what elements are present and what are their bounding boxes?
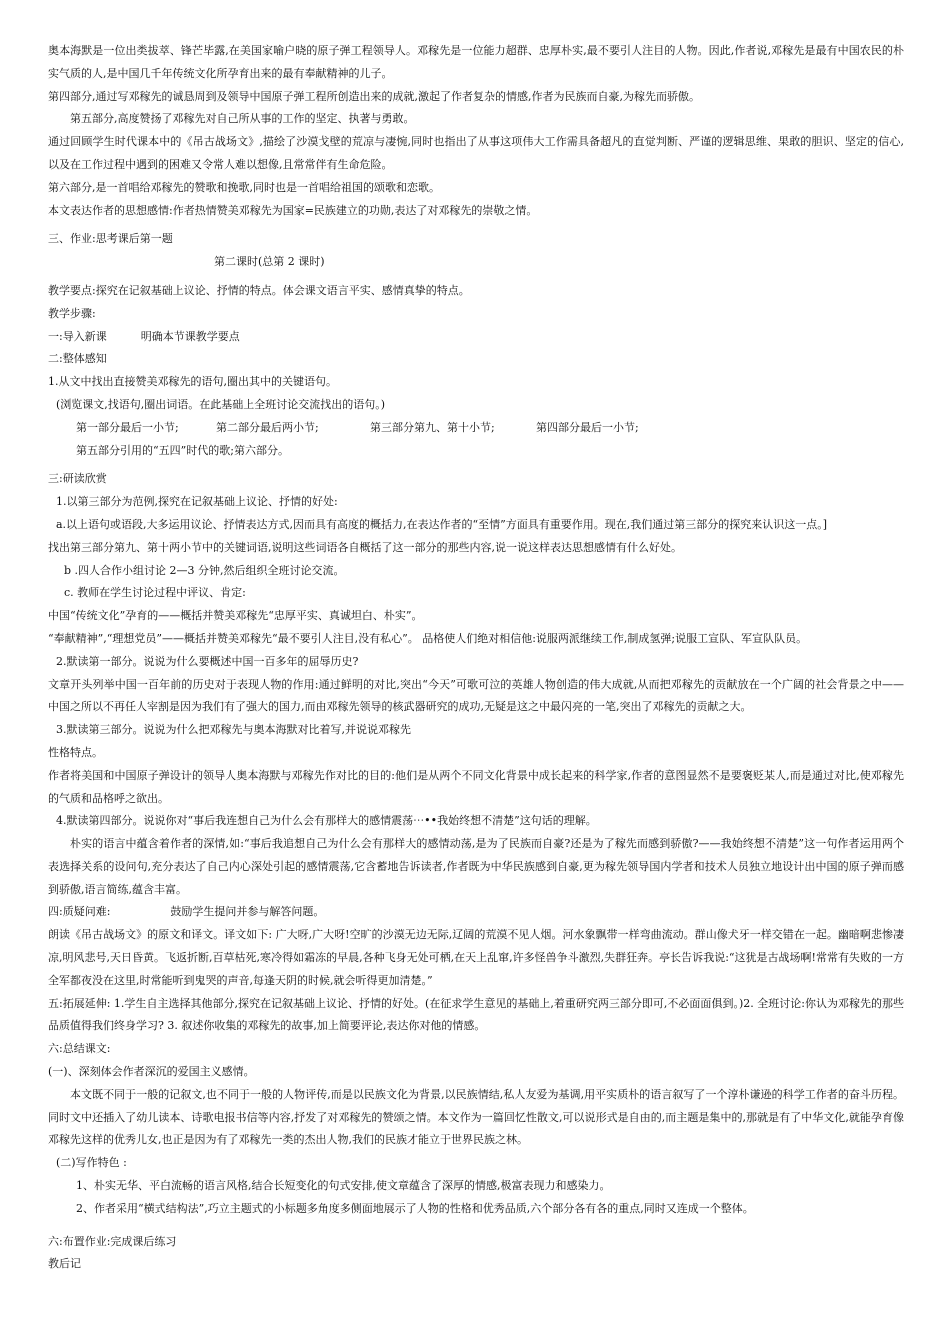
reading-question-1: 1.以第三部分为范例,探究在记叙基础上议论、抒情的好处: — [56, 495, 338, 509]
step-overview-heading: 二:整体感知 — [48, 352, 107, 366]
question-1-instructions: (浏览课文,找语句,圈出词语。在此基础上全班讨论交流找出的语句。) — [56, 397, 386, 411]
step-intro — [48, 326, 904, 349]
teaching-steps-heading: 教学步骤: — [48, 306, 96, 320]
teaching-points: 教学要点:探究在记叙基础上议论、抒情的特点。体会课文语言平实、感情真挚的特点。 — [48, 283, 470, 297]
translation-paragraph: 朗读《吊古战场文》的原文和译文。译文如下: 广大呀,广大呀!空旷的沙漠无边无际,辽阔的荒漠不见人烟。河水象飘带一样弯曲流动。群山像犬牙一样交错在一起。幽暗啊悲惨凄凉,明风悲号,天日昏黄。飞返折断,百草枯死,寒冷得如霜冻的早晨,各种飞身无处可栖,在天上乱窜,许多怪兽争斗激烈,失群狂奔。亭长告诉我说:“这犹是古战场啊!常常有失败的一方全军都夜没在这里,时常能听到鬼哭的声音,每逢天阴的时候,就会听得更加清楚。” — [48, 928, 904, 987]
step-summary-heading: 六:总结课文: — [48, 1042, 111, 1056]
step-questions-desc: 鼓励学生提问并参与解答问题。 — [170, 905, 325, 919]
summary-dedication: “奉献精神”,“理想党员”——概括并赞美邓稼先“最不要引人注目,没有私心”。 品格使人们绝对相信他:说服两派继续工作,制成氢弹;说服工宣队、军宣队队员。 — [48, 631, 808, 645]
reading-note-a: a.以上语句或语段,大多运用议论、抒情表达方式,因而具有高度的概括力,在表达作者的“至情”方面具有重要作用。现在,我们通过第三部分的探究来认识这一点。] — [56, 517, 828, 531]
step-questions — [48, 901, 904, 924]
paragraph-comparison: 奥本海默是一位出类拔萃、锋芒毕露,在美国家喻户晓的原子弹工程领导人。邓稼先是一位能力超群、忠厚朴实,最不要引人注目的人物。因此,作者说,邓稼先是最有中国农民的朴实气质的人,是中国几千年传统文化所孕育出来的最有奉献精神的儿子。 — [48, 44, 904, 80]
paragraph-part-four: 第四部分,通过写邓稼先的诚恳周到及领导中国原子弹工程所创造出来的成就,激起了作者复杂的情感,作者为民族而自豪,为稼先而骄傲。 — [48, 89, 700, 103]
answer-question-4: 朴实的语言中蕴含着作者的深情,如:“事后我追想自己为什么会有那样大的感情动荡,是为了民族而自豪?还是为了稼先而感到骄傲?——我始终想不清楚”这一句作者运用两个表选择关系的设问句,充分表达了自己内心深处引起的感情震荡,它含蓄地告诉读者,作者既为中华民族感到自豪,更为稼先领导国内学者和技术人员独立地设计出中国的原子弹而感到骄傲,语言简练,蕴含丰富。 — [48, 837, 904, 896]
step-intro-label: 一:导入新课 — [48, 329, 107, 343]
paragraph-author-feeling: 本文表达作者的思想感情:作者热情赞美邓稼先为国家=民族建立的功勋,表达了对邓稼先的崇敬之情。 — [48, 203, 538, 217]
paragraph-part-five: 第五部分,高度赞扬了邓稼先对自己所从事的工作的坚定、执著与勇敢。 — [70, 112, 415, 126]
summary-part-2-heading: (二)写作特色 : — [56, 1156, 127, 1170]
answer-part-3: 第三部分第九、第十小节; — [370, 420, 495, 434]
reading-note-b: b .四人合作小组讨论 2—3 分钟,然后组织全班讨论交流。 — [64, 563, 345, 577]
summary-part-1-heading: (一)、深刻体会作者深沉的爱国主义感情。 — [48, 1065, 255, 1079]
reading-note-c: c. 教师在学生讨论过程中评议、肯定: — [64, 586, 246, 600]
paragraph-recall-text: 通过回顾学生时代课本中的《吊古战场文》,描绘了沙漠戈壁的荒凉与凄惋,同时也指出了从事这项伟大工作需具备超凡的直觉判断、严谨的逻辑思维、果敢的胆识、坚定的信心,以及在工作过程中遇到的困难又令常人难以想像,且常常伴有生命危险。 — [48, 135, 904, 171]
summary-traditional-culture: 中国“传统文化”孕育的——概括并赞美邓稼先“忠厚平实、真诚坦白、朴实”。 — [48, 609, 423, 623]
step-questions-label: 四:质疑问难: — [48, 905, 111, 919]
after-class-notes: 教后记 — [48, 1257, 81, 1271]
reading-question-3: 3.默读第三部分。说说为什么把邓稼先与奥本海默对比着写,并说说邓稼先 — [56, 723, 411, 737]
reading-task: 找出第三部分第九、第十两小节中的关键词语,说明这些词语各自概括了这一部分的那些内容,说一说这样表达思想感情有什么好处。 — [48, 540, 682, 554]
paragraph-part-six: 第六部分,是一首唱给邓稼先的赞歌和挽歌,同时也是一首唱给祖国的颂歌和恋歌。 — [48, 180, 440, 194]
answer-part-5-6: 第五部分引用的“五四”时代的歌;第六部分。 — [76, 443, 289, 457]
answer-part-4: 第四部分最后一小节; — [536, 420, 639, 434]
answer-parts-row — [48, 417, 904, 440]
question-1: 1.从文中找出直接赞美邓稼先的语句,圈出其中的关键语句。 — [48, 375, 337, 389]
summary-part-1-body: 本文既不同于一般的记叙文,也不同于一般的人物评传,而是以民族文化为背景,以民族情结,私人友爱为基调,用平实质朴的语言叙写了一个淳朴谦逊的科学工作者的奋斗历程。同时文中还插入了幼儿读本、诗歌电报书信等内容,抒发了对邓稼先的赞颂之情。本文作为一篇回忆性散文,可以说形式是自由的,而主题是集中的,那就是有了中华文化,就能孕育像邓稼先这样的优秀儿女,也正是因为有了邓稼先一类的杰出人物,我们的民族才能立于世界民族之林。 — [48, 1087, 904, 1147]
answer-question-3: 作者将美国和中国原子弹设计的领导人奥本海默与邓稼先作对比的目的:他们是从两个不同文化背景中成长起来的科学家,作者的意图显然不是要褒贬某人,而是通过对比,使邓稼先的气质和品格呼之欲出。 — [48, 768, 904, 805]
answer-part-2: 第二部分最后两小节; — [216, 420, 319, 434]
reading-question-2: 2.默读第一部分。说说为什么要概述中国一百多年的屈辱历史? — [56, 654, 359, 668]
step-extension: 五:拓展延伸: 1.学生自主选择其他部分,探究在记叙基础上议论、抒情的好处。(在征求学生意见的基础上,着重研究两三部分即可,不必面面俱到。)2. 全班讨论:你认为邓稼先的那些品质值得我们终身学习? 3. 叙述你收集的邓稼先的故事,加上简要评论,表达你对他的情感。 — [48, 996, 904, 1033]
homework-heading: 三、作业:思考课后第一题 — [48, 232, 173, 246]
answer-question-2: 文章开头列举中国一百年前的历史对于表现人物的作用:通过鲜明的对比,突出“今天”可歌可泣的英雄人物创造的伟大成就,从而把邓稼先的贡献放在一个广阔的社会背景之中——中国之所以不再任人宰割是因为我们有了强大的国力,而由邓稼先领导的核武器研究的成功,无疑是这之中最闪亮的一笔,突出了邓稼先的贡献之大。 — [48, 677, 904, 714]
reading-question-3-cont: 性格特点。 — [48, 745, 103, 759]
lesson-title: 第二课时(总第 2 课时) — [214, 255, 325, 269]
writing-feature-1: 1、朴实无华、平白流畅的语言风格,结合长短变化的句式安排,使文章蕴含了深厚的情感,极富表现力和感染力。 — [76, 1179, 611, 1193]
step-intro-goal: 明确本节课教学要点 — [140, 329, 240, 343]
writing-feature-2: 2、作者采用“横式结构法”,巧立主题式的小标题多角度多侧面地展示了人物的性格和优秀品质,六个部分各有各的重点,同时又连成一个整体。 — [76, 1201, 754, 1215]
reading-question-4: 4.默读第四部分。说说你对“事后我连想自己为什么会有那样大的感情震荡⋯••我始终想不清楚”这句话的理解。 — [56, 814, 597, 828]
document-page — [48, 40, 904, 1276]
assignment-heading: 六:布置作业:完成课后练习 — [48, 1234, 177, 1248]
step-reading-heading: 三:研读欣赏 — [48, 472, 107, 486]
answer-part-1: 第一部分最后一小节; — [76, 420, 179, 434]
